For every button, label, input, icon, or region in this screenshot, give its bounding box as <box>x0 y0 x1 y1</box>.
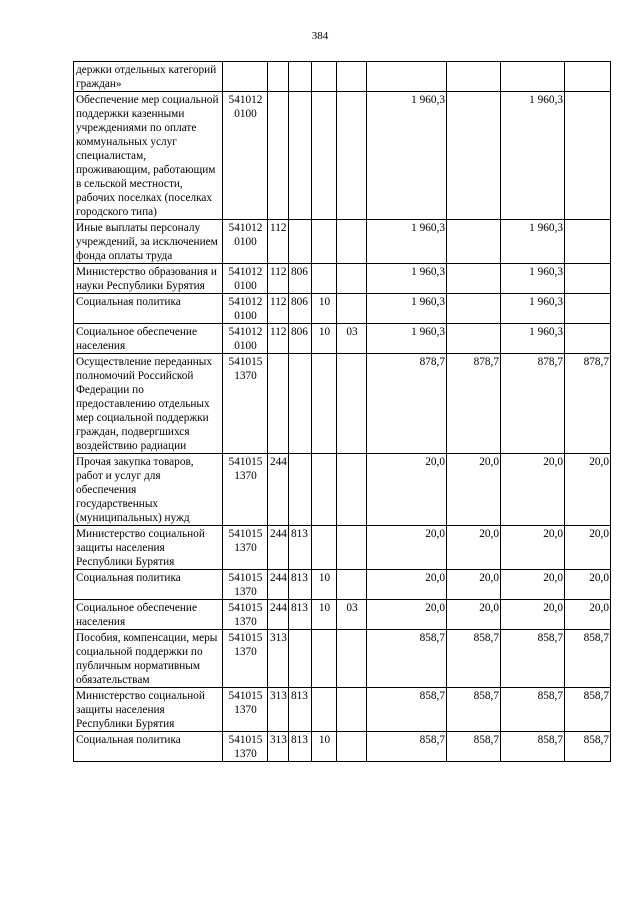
cell-target-code: 541015 1370 <box>223 526 268 570</box>
cell-amount-2: 858,7 <box>447 732 501 762</box>
table-row <box>74 526 611 570</box>
cell-administrator-code <box>289 354 312 454</box>
cell-amount-4 <box>565 264 611 294</box>
table-row <box>74 264 611 294</box>
cell-amount-4 <box>565 294 611 324</box>
cell-subsection <box>337 354 367 454</box>
table-row <box>74 294 611 324</box>
cell-amount-3: 20,0 <box>501 570 565 600</box>
cell-subsection <box>337 526 367 570</box>
cell-amount-2 <box>447 294 501 324</box>
table-row <box>74 220 611 264</box>
cell-amount-1: 1 960,3 <box>367 324 447 354</box>
cell-section <box>312 454 337 526</box>
cell-amount-2 <box>447 92 501 220</box>
cell-expense-type: 313 <box>268 630 289 688</box>
cell-amount-1: 20,0 <box>367 454 447 526</box>
cell-section <box>312 220 337 264</box>
cell-target-code: 541015 1370 <box>223 600 268 630</box>
table-row <box>74 630 611 688</box>
cell-subsection <box>337 688 367 732</box>
cell-amount-1: 1 960,3 <box>367 294 447 324</box>
cell-amount-1: 1 960,3 <box>367 264 447 294</box>
cell-amount-1: 20,0 <box>367 600 447 630</box>
cell-amount-2: 20,0 <box>447 570 501 600</box>
cell-section <box>312 62 337 92</box>
cell-amount-2 <box>447 264 501 294</box>
cell-section: 10 <box>312 294 337 324</box>
cell-amount-2: 20,0 <box>447 454 501 526</box>
cell-name: Социальная политика <box>74 570 223 600</box>
cell-target-code: 541012 0100 <box>223 92 268 220</box>
cell-administrator-code <box>289 92 312 220</box>
table-row <box>74 324 611 354</box>
cell-administrator-code: 813 <box>289 688 312 732</box>
cell-subsection <box>337 220 367 264</box>
cell-amount-2 <box>447 324 501 354</box>
cell-expense-type <box>268 354 289 454</box>
cell-expense-type: 313 <box>268 732 289 762</box>
cell-amount-3: 20,0 <box>501 600 565 630</box>
cell-expense-type: 112 <box>268 264 289 294</box>
cell-name: держки отдельных категорий граждан» <box>74 62 223 92</box>
cell-amount-2: 858,7 <box>447 630 501 688</box>
cell-subsection <box>337 454 367 526</box>
cell-section: 10 <box>312 600 337 630</box>
cell-name: Социальная политика <box>74 732 223 762</box>
cell-expense-type: 244 <box>268 570 289 600</box>
cell-target-code: 541012 0100 <box>223 294 268 324</box>
cell-amount-1: 20,0 <box>367 570 447 600</box>
table-row <box>74 354 611 454</box>
cell-administrator-code <box>289 62 312 92</box>
cell-subsection: 03 <box>337 324 367 354</box>
cell-amount-3: 858,7 <box>501 630 565 688</box>
cell-target-code: 541015 1370 <box>223 732 268 762</box>
cell-name: Социальное обеспечение населения <box>74 600 223 630</box>
cell-amount-3: 1 960,3 <box>501 294 565 324</box>
table-row <box>74 62 611 92</box>
cell-amount-4 <box>565 220 611 264</box>
cell-subsection <box>337 92 367 220</box>
cell-amount-4: 858,7 <box>565 732 611 762</box>
cell-amount-1 <box>367 62 447 92</box>
cell-amount-1: 858,7 <box>367 688 447 732</box>
cell-amount-4 <box>565 62 611 92</box>
cell-amount-1: 858,7 <box>367 732 447 762</box>
cell-administrator-code <box>289 220 312 264</box>
cell-name: Министерство социальной защиты населения Республики Бурятия <box>74 526 223 570</box>
cell-administrator-code <box>289 454 312 526</box>
cell-amount-4: 858,7 <box>565 630 611 688</box>
cell-amount-4: 878,7 <box>565 354 611 454</box>
cell-administrator-code: 806 <box>289 264 312 294</box>
cell-expense-type: 313 <box>268 688 289 732</box>
cell-amount-3 <box>501 62 565 92</box>
cell-section: 10 <box>312 324 337 354</box>
cell-amount-1: 858,7 <box>367 630 447 688</box>
cell-amount-2 <box>447 220 501 264</box>
cell-name: Обеспечение мер социальной поддержки казенными учреждениями по оплате коммунальных услуг специалистам, проживающим, работающим в сельской местности, рабочих поселках (поселках городского типа) <box>74 92 223 220</box>
cell-target-code: 541015 1370 <box>223 688 268 732</box>
budget-table <box>73 61 611 762</box>
cell-subsection <box>337 732 367 762</box>
cell-name: Социальное обеспечение населения <box>74 324 223 354</box>
cell-amount-1: 878,7 <box>367 354 447 454</box>
cell-section <box>312 688 337 732</box>
cell-administrator-code <box>289 630 312 688</box>
cell-expense-type: 244 <box>268 454 289 526</box>
cell-target-code: 541015 1370 <box>223 630 268 688</box>
cell-target-code <box>223 62 268 92</box>
cell-name: Осуществление переданных полномочий Российской Федерации по предоставлению отдельных мер социальной поддержки граждан, подвергшихся воздействию радиации <box>74 354 223 454</box>
table-row <box>74 732 611 762</box>
cell-target-code: 541015 1370 <box>223 570 268 600</box>
cell-amount-3: 858,7 <box>501 732 565 762</box>
cell-administrator-code: 813 <box>289 526 312 570</box>
cell-amount-4 <box>565 92 611 220</box>
cell-amount-1: 20,0 <box>367 526 447 570</box>
cell-subsection <box>337 62 367 92</box>
cell-expense-type: 112 <box>268 294 289 324</box>
cell-administrator-code: 806 <box>289 294 312 324</box>
cell-administrator-code: 806 <box>289 324 312 354</box>
cell-target-code: 541012 0100 <box>223 220 268 264</box>
cell-target-code: 541015 1370 <box>223 354 268 454</box>
cell-amount-3: 858,7 <box>501 688 565 732</box>
cell-section: 10 <box>312 570 337 600</box>
cell-amount-3: 1 960,3 <box>501 220 565 264</box>
cell-expense-type: 244 <box>268 526 289 570</box>
cell-name: Социальная политика <box>74 294 223 324</box>
cell-subsection <box>337 294 367 324</box>
cell-subsection <box>337 264 367 294</box>
cell-expense-type <box>268 62 289 92</box>
cell-section: 10 <box>312 732 337 762</box>
cell-section <box>312 630 337 688</box>
page-number: 384 <box>311 30 329 42</box>
cell-amount-2: 858,7 <box>447 688 501 732</box>
table-row <box>74 600 611 630</box>
cell-amount-3: 20,0 <box>501 526 565 570</box>
cell-amount-4: 858,7 <box>565 688 611 732</box>
cell-amount-2: 20,0 <box>447 526 501 570</box>
cell-amount-2: 878,7 <box>447 354 501 454</box>
cell-section <box>312 92 337 220</box>
cell-amount-4 <box>565 324 611 354</box>
cell-subsection <box>337 570 367 600</box>
cell-name: Иные выплаты персоналу учреждений, за исключением фонда оплаты труда <box>74 220 223 264</box>
cell-name: Прочая закупка товаров, работ и услуг для обеспечения государственных (муниципальных) нужд <box>74 454 223 526</box>
cell-amount-1: 1 960,3 <box>367 220 447 264</box>
cell-target-code: 541015 1370 <box>223 454 268 526</box>
cell-section <box>312 526 337 570</box>
cell-target-code: 541012 0100 <box>223 324 268 354</box>
cell-name: Министерство социальной защиты населения Республики Бурятия <box>74 688 223 732</box>
cell-administrator-code: 813 <box>289 600 312 630</box>
table-row <box>74 92 611 220</box>
cell-target-code: 541012 0100 <box>223 264 268 294</box>
cell-administrator-code: 813 <box>289 570 312 600</box>
cell-amount-4: 20,0 <box>565 526 611 570</box>
cell-expense-type: 112 <box>268 220 289 264</box>
cell-expense-type: 244 <box>268 600 289 630</box>
cell-amount-3: 1 960,3 <box>501 324 565 354</box>
table-row <box>74 688 611 732</box>
cell-section <box>312 354 337 454</box>
table-row <box>74 454 611 526</box>
cell-amount-4: 20,0 <box>565 570 611 600</box>
cell-name: Министерство образования и науки Республики Бурятия <box>74 264 223 294</box>
cell-amount-2: 20,0 <box>447 600 501 630</box>
cell-expense-type: 112 <box>268 324 289 354</box>
cell-name: Пособия, компенсации, меры социальной поддержки по публичным нормативным обязательствам <box>74 630 223 688</box>
cell-subsection <box>337 630 367 688</box>
cell-amount-3: 878,7 <box>501 354 565 454</box>
cell-administrator-code: 813 <box>289 732 312 762</box>
cell-amount-3: 1 960,3 <box>501 264 565 294</box>
cell-expense-type <box>268 92 289 220</box>
cell-amount-4: 20,0 <box>565 454 611 526</box>
cell-amount-3: 1 960,3 <box>501 92 565 220</box>
cell-section <box>312 264 337 294</box>
cell-amount-1: 1 960,3 <box>367 92 447 220</box>
table-row <box>74 570 611 600</box>
cell-amount-2 <box>447 62 501 92</box>
cell-amount-3: 20,0 <box>501 454 565 526</box>
cell-amount-4: 20,0 <box>565 600 611 630</box>
cell-subsection: 03 <box>337 600 367 630</box>
